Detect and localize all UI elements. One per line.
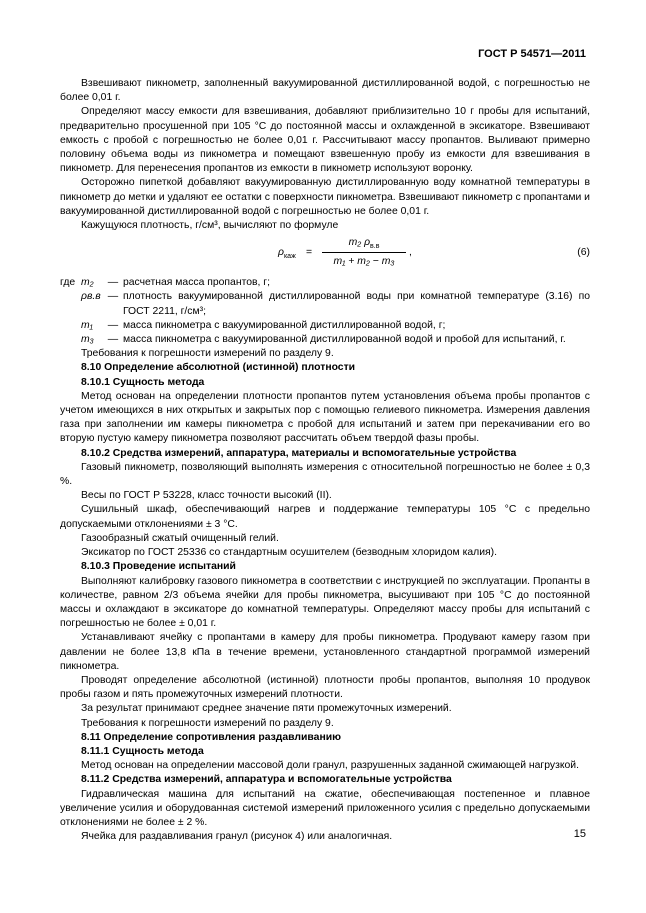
variable-definitions — [60, 276, 590, 347]
paragraph: Устанавливают ячейку с пропантами в камеру для пробы пикнометра. Продувают камеру газом при давлении не более 13,8 кПа в течение времени, установленного стандартной программой измерений пикнометра. — [60, 632, 590, 672]
definition-text: масса пикнометра с вакуумированной дистиллированной водой и пробой для испытаний, г. — [123, 334, 566, 346]
section-heading: 8.11.1 Сущность метода — [81, 745, 204, 757]
section-paragraphs — [60, 347, 590, 844]
formula-number: (6) — [577, 247, 590, 259]
paragraph: Взвешивают пикнометр, заполненный вакуумированной дистиллированной водой, с погрешностью не более 0,01 г. — [60, 78, 590, 104]
definition-dash: — — [107, 319, 119, 331]
definition-row — [60, 290, 590, 318]
formula-comma: , — [409, 247, 412, 259]
page-body — [60, 77, 590, 844]
formula-denominator: m₁ + m₂ − m₃ — [333, 256, 395, 268]
formula-lhs: $\rho_{каж}$ — [278, 247, 296, 261]
definition-row — [60, 276, 590, 290]
definition-symbol: m₃ — [81, 334, 94, 346]
paragraph: Весы по ГОСТ Р 53228, класс точности высокий (II). — [81, 490, 332, 502]
definition-symbol: ρв.в — [81, 291, 101, 303]
definition-dash: — — [107, 334, 119, 346]
paragraph: Проводят определение абсолютной (истинной) плотности пробы пропантов, выполняя 10 продувок пробы газом и пять промежуточных измерений плотности. — [60, 674, 590, 701]
formula-fraction — [322, 236, 406, 269]
paragraph: За результат принимают среднее значение пяти промежуточных измерений. — [81, 703, 452, 715]
paragraph: Осторожно пипеткой добавляют вакуумированную дистиллированную воду комнатной температуры в пикнометр до метки и удаляют ее остатки с поверхности пикнометра. Взвешивают пикнометр с пропантами и вакуумированной дистиллированной водой с погрешностью не более 0,01 г. — [60, 177, 590, 217]
paragraph: Требования к погрешности измерений по разделу 9. — [81, 348, 334, 360]
definition-lead — [60, 290, 81, 318]
paragraph: Определяют массу емкости для взвешивания, добавляют приблизительно 10 г пробы для испытаний, предварительно просушенной при 105 °С до постоянной массы и охлажденной в эксикаторе. Взвешивают емкость с пробой с погрешностью не более 0,01 г. Рассчитывают массу пропантов. Выливают примерно половину объема воды из пикнометра и помещают взвешенную пробу из емкости для взвешивания в пикнометр. Для перенесения пропантов из емкости в пикнометр используют воронку. — [60, 106, 590, 175]
paragraph: Кажущуюся плотность, г/см³, вычисляют по формуле — [81, 220, 339, 232]
formula-equals: = — [306, 247, 313, 259]
definition-dash: — — [107, 291, 119, 303]
intro-paragraphs — [60, 77, 590, 233]
paragraph: Газовый пикнометр, позволяющий выполнять измерения с относительной погрешностью не более ± 0,3 %. — [60, 461, 590, 488]
definition-text: плотность вакуумированной дистиллированной воды при комнатной температуре (3.16) по ГОСТ 2211, г/см³; — [123, 291, 590, 317]
definition-dash: — — [107, 277, 119, 289]
definition-symbol: m₁ — [81, 319, 93, 331]
paragraph: Метод основан на определении массовой доли гранул, разрушенных заданной сжимающей нагрузкой. — [81, 760, 579, 772]
section-heading: 8.10 Определение абсолютной (истинной) плотности — [81, 362, 356, 374]
paragraph: Гидравлическая машина для испытаний на сжатие, обеспечивающая постепенное и плавное увеличение усилия и оборудованная системой измерений приложенного усилия с предельно допускаемыми отклонениями не более ± 2 %. — [60, 788, 590, 828]
section-heading: 8.10.3 Проведение испытаний — [81, 561, 236, 573]
definition-lead — [60, 333, 81, 347]
definition-text: масса пикнометра с вакуумированной дистиллированной водой, г; — [123, 319, 446, 331]
page-number: 15 — [573, 828, 586, 840]
paragraph: Ячейка для раздавливания гранул (рисунок 4) или аналогичная. — [81, 831, 393, 843]
definition-row — [60, 319, 590, 333]
paragraph: Сушильный шкаф, обеспечивающий нагрев и поддержание температуры 105 °С с предельно допускаемыми отклонениями ± 3 °С. — [60, 504, 590, 530]
paragraph: Газообразный сжатый очищенный гелий. — [81, 532, 279, 544]
section-heading: 8.10.2 Средства измерений, аппаратура, материалы и вспомогательные устройства — [81, 447, 517, 459]
definition-lead: где — [60, 277, 76, 289]
section-heading: 8.11.2 Средства измерений, аппаратура и вспомогательные устройства — [81, 774, 452, 786]
paragraph: Эксикатор по ГОСТ 25336 со стандартным осушителем (безводным хлоридом калия). — [81, 547, 497, 559]
definition-symbol: m₂ — [81, 277, 94, 289]
formula-6 — [60, 235, 590, 275]
section-heading: 8.11 Определение сопротивления раздавливанию — [81, 731, 341, 743]
definition-text: расчетная масса пропантов, г; — [123, 277, 270, 289]
fraction-bar — [322, 252, 406, 253]
document-header: ГОСТ Р 54571—2011 — [478, 48, 586, 60]
paragraph: Метод основан на определении плотности пропантов путем установления объема пробы пропантов с учетом имеющихся в них открытых и закрытых пор с помощью гелиевого пикнометра. Измерения давления газа при заполнении им камеры пикнометра с пробой для испытаний и затем при перекачивании его во вторую пустую камеру пикнометра позволяют рассчитать объем твердой фазы пробы. — [60, 390, 590, 445]
definition-lead — [60, 319, 81, 333]
paragraph: Выполняют калибровку газового пикнометра в соответствии с инструкцией по эксплуатации. Пропанты в количестве, равном 2/3 объема ячейки для пробы пикнометра, высушивают при 105 °С до постоянной массы и охлаждают в эксикаторе до комнатной температуры. Определяют массу пробы для испытаний с погрешностью не более ± 0,01 г. — [60, 575, 590, 630]
paragraph: Требования к погрешности измерений по разделу 9. — [81, 717, 334, 729]
definition-row — [60, 333, 590, 347]
section-heading: 8.10.1 Сущность метода — [81, 376, 205, 388]
formula-numerator: m₂ $\rho_{в.в}$ — [348, 237, 380, 251]
